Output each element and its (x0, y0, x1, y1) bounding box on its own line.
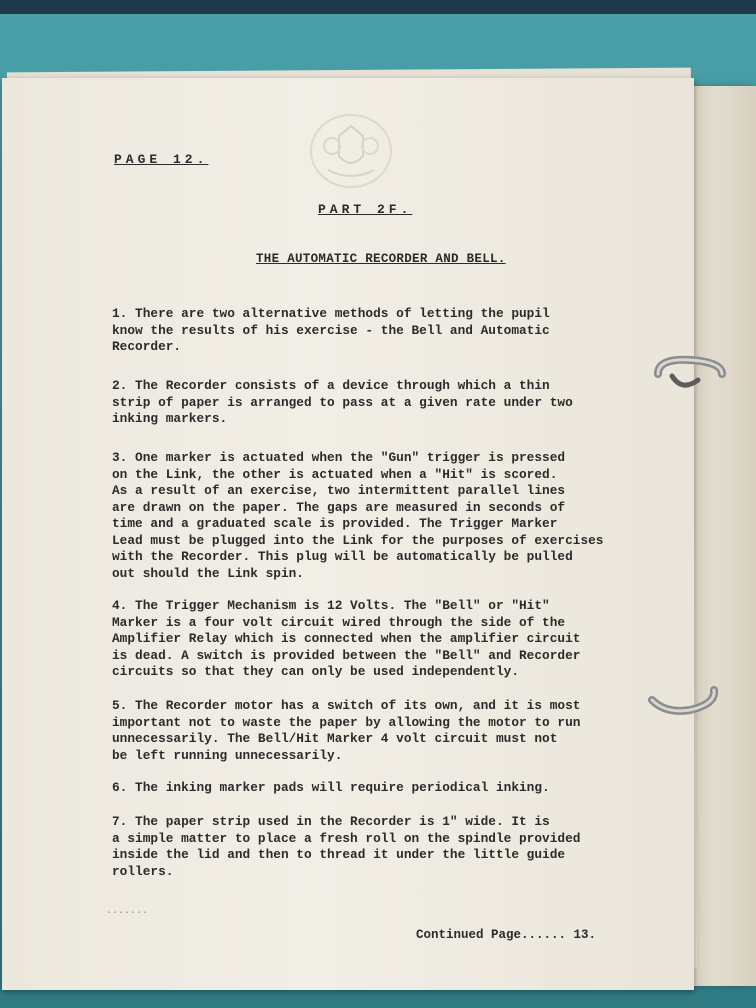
section-title: THE AUTOMATIC RECORDER AND BELL. (256, 252, 506, 266)
part-title: PART 2F. (318, 202, 413, 217)
paragraph-2: 2. The Recorder consists of a device through which a thin strip of paper is arranged to pass at a given rate under two inking markers. (112, 378, 573, 426)
document-page (2, 78, 694, 990)
crest-emblem (308, 112, 394, 190)
paragraph-6: 6. The inking marker pads will require periodical inking. (112, 780, 550, 795)
page-number-heading: PAGE 12. (114, 152, 209, 167)
paragraph-3: 3. One marker is actuated when the "Gun" trigger is pressed on the Link, the other is actuated when a "Hit" is scored. As a result of an exercise, two intermittent parallel lines are drawn on the paper. The gaps are measured in seconds of time and a graduated scale is provided. The Trigger Marker Lead must be plugged into the Link for the purposes of exercises with the Recorder. This plug will be automatically be pulled out should the Link spin. (112, 450, 604, 581)
binder-ring-top (652, 352, 726, 392)
paragraph-4: 4. The Trigger Mechanism is 12 Volts. The "Bell" or "Hit" Marker is a four volt circuit wired through the side of the Amplifier Relay which is connected when the amplifier circuit is dead. A switch is provided between the "Bell" and Recorder circuits so that they can only be used independently. (112, 598, 581, 679)
binder-ring-bottom (646, 680, 720, 720)
paragraph-5: 5. The Recorder motor has a switch of its own, and it is most important not to waste the paper by allowing the motor to run unnecessarily. The Bell/Hit Marker 4 volt circuit must not be left running unnecessarily. (112, 698, 581, 763)
back-page (686, 86, 756, 986)
faint-dots: ....... (106, 906, 149, 917)
paragraph-7: 7. The paper strip used in the Recorder is 1" wide. It is a simple matter to place a fresh roll on the spindle provided inside the lid and then to thread it under the little guide rollers. (112, 814, 581, 879)
binder-edge (0, 0, 756, 14)
continued-page-note: Continued Page...... 13. (416, 928, 597, 942)
paragraph-1: 1. There are two alternative methods of letting the pupil know the results of his exercise - the Bell and Automatic Recorder. (112, 306, 550, 354)
